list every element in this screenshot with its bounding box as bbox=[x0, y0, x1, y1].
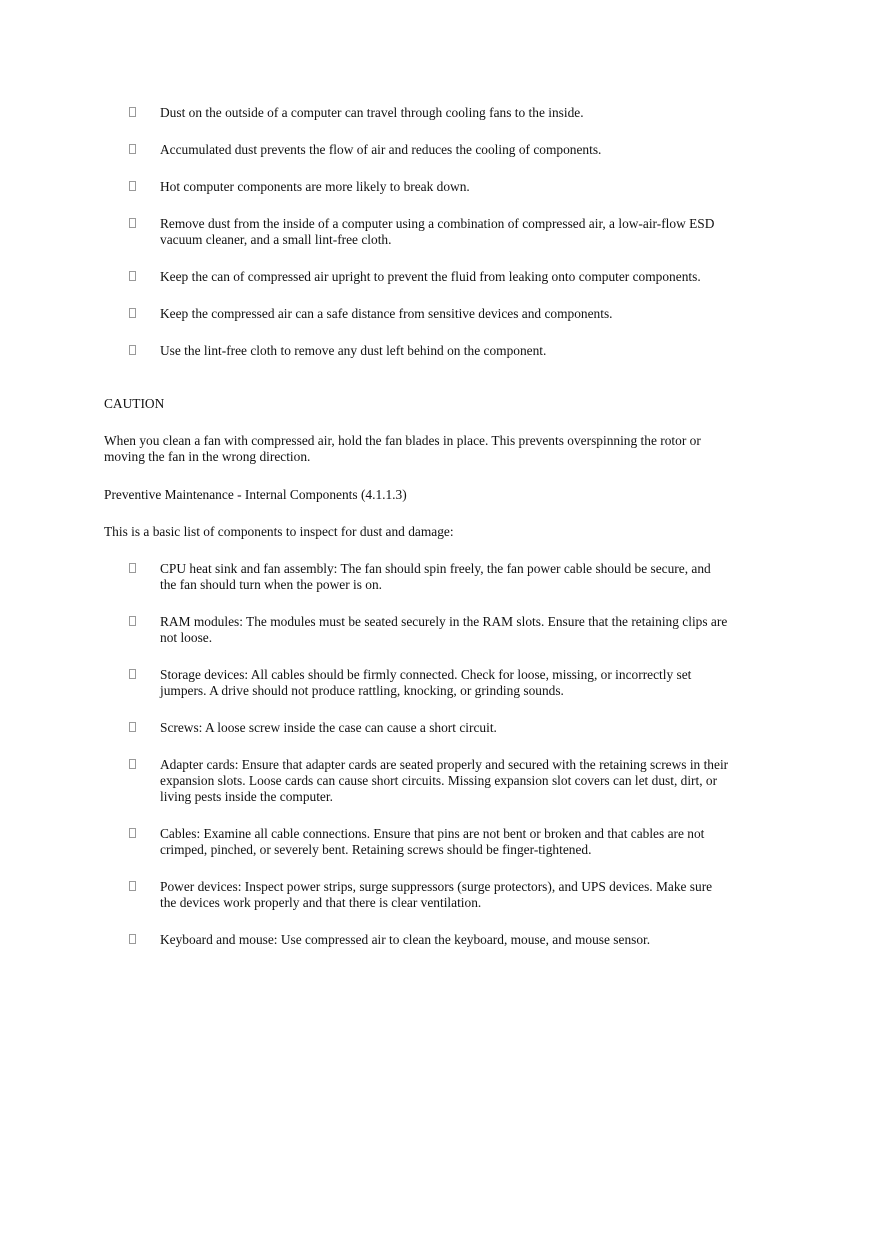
list-item-text: Keep the compressed air can a safe distance from sensitive devices and components. bbox=[160, 306, 613, 321]
bullet-box-icon bbox=[129, 308, 136, 318]
list-item-text: Accumulated dust prevents the flow of air and reduces the cooling of components. bbox=[160, 142, 602, 157]
caution-heading: CAUTION bbox=[104, 396, 165, 411]
list-item-text: Power devices: Inspect power strips, surge suppressors (surge protectors), and UPS devices. Make sure the devices work properly and that there is clear ventilation. bbox=[160, 879, 713, 910]
list-item bbox=[129, 179, 729, 195]
list-item bbox=[129, 561, 729, 593]
list-item bbox=[129, 720, 729, 736]
caution-body: When you clean a fan with compressed air, hold the fan blades in place. This prevents overspinning the rotor or moving the fan in the wrong direction. bbox=[104, 433, 701, 464]
bullet-box-icon bbox=[129, 669, 136, 679]
section-intro: This is a basic list of components to inspect for dust and damage: bbox=[104, 524, 454, 539]
bullet-box-icon bbox=[129, 722, 136, 732]
list-item bbox=[129, 757, 729, 805]
bullet-box-icon bbox=[129, 934, 136, 944]
bullet-box-icon bbox=[129, 345, 136, 355]
list-item-text: Screws: A loose screw inside the case can cause a short circuit. bbox=[160, 720, 497, 735]
bullet-box-icon bbox=[129, 107, 136, 117]
bullet-box-icon bbox=[129, 616, 136, 626]
bullet-box-icon bbox=[129, 759, 136, 769]
list-item bbox=[129, 667, 729, 699]
list-item bbox=[129, 614, 729, 646]
list-item bbox=[129, 932, 729, 948]
list-item-text: RAM modules: The modules must be seated securely in the RAM slots. Ensure that the retaining clips are not loose. bbox=[160, 614, 728, 645]
list-item bbox=[129, 343, 729, 359]
section-title: Preventive Maintenance - Internal Components (4.1.1.3) bbox=[104, 487, 407, 502]
list-item-text: Keyboard and mouse: Use compressed air to clean the keyboard, mouse, and mouse sensor. bbox=[160, 932, 651, 947]
list-item-text: Dust on the outside of a computer can travel through cooling fans to the inside. bbox=[160, 105, 584, 120]
bullet-box-icon bbox=[129, 181, 136, 191]
list-item-text: Remove dust from the inside of a computer using a combination of compressed air, a low-air-flow ESD vacuum cleaner, and a small lint-free cloth. bbox=[160, 216, 715, 247]
list-item-text: CPU heat sink and fan assembly: The fan should spin freely, the fan power cable should be secure, and the fan should turn when the power is on. bbox=[160, 561, 711, 592]
bullet-box-icon bbox=[129, 218, 136, 228]
list-item bbox=[129, 879, 729, 911]
bullet-box-icon bbox=[129, 828, 136, 838]
bullet-box-icon bbox=[129, 144, 136, 154]
list-item-text: Keep the can of compressed air upright to prevent the fluid from leaking onto computer components. bbox=[160, 269, 701, 284]
list-item bbox=[129, 105, 729, 121]
list-item-text: Cables: Examine all cable connections. Ensure that pins are not bent or broken and that cables are not crimped, pinched, or severely bent. Retaining screws should be finger-tightened. bbox=[160, 826, 705, 857]
bullet-box-icon bbox=[129, 271, 136, 281]
list-item bbox=[129, 306, 729, 322]
bullet-box-icon bbox=[129, 881, 136, 891]
list-item-text: Use the lint-free cloth to remove any dust left behind on the component. bbox=[160, 343, 547, 358]
dust-tips-list bbox=[129, 105, 729, 359]
list-item-text: Hot computer components are more likely to break down. bbox=[160, 179, 470, 194]
list-item bbox=[129, 826, 729, 858]
list-item-text: Storage devices: All cables should be firmly connected. Check for loose, missing, or incorrectly set jumpers. A drive should not produce rattling, knocking, or grinding sounds. bbox=[160, 667, 692, 698]
list-item-text: Adapter cards: Ensure that adapter cards are seated properly and secured with the retaining screws in their expansion slots. Loose cards can cause short circuits. Missing expansion slot covers can let dust, dirt, or living pests inside the computer. bbox=[160, 757, 729, 804]
list-item bbox=[129, 269, 729, 285]
bullet-box-icon bbox=[129, 563, 136, 573]
list-item bbox=[129, 216, 729, 248]
list-item bbox=[129, 142, 729, 158]
component-inspection-list bbox=[129, 561, 729, 948]
